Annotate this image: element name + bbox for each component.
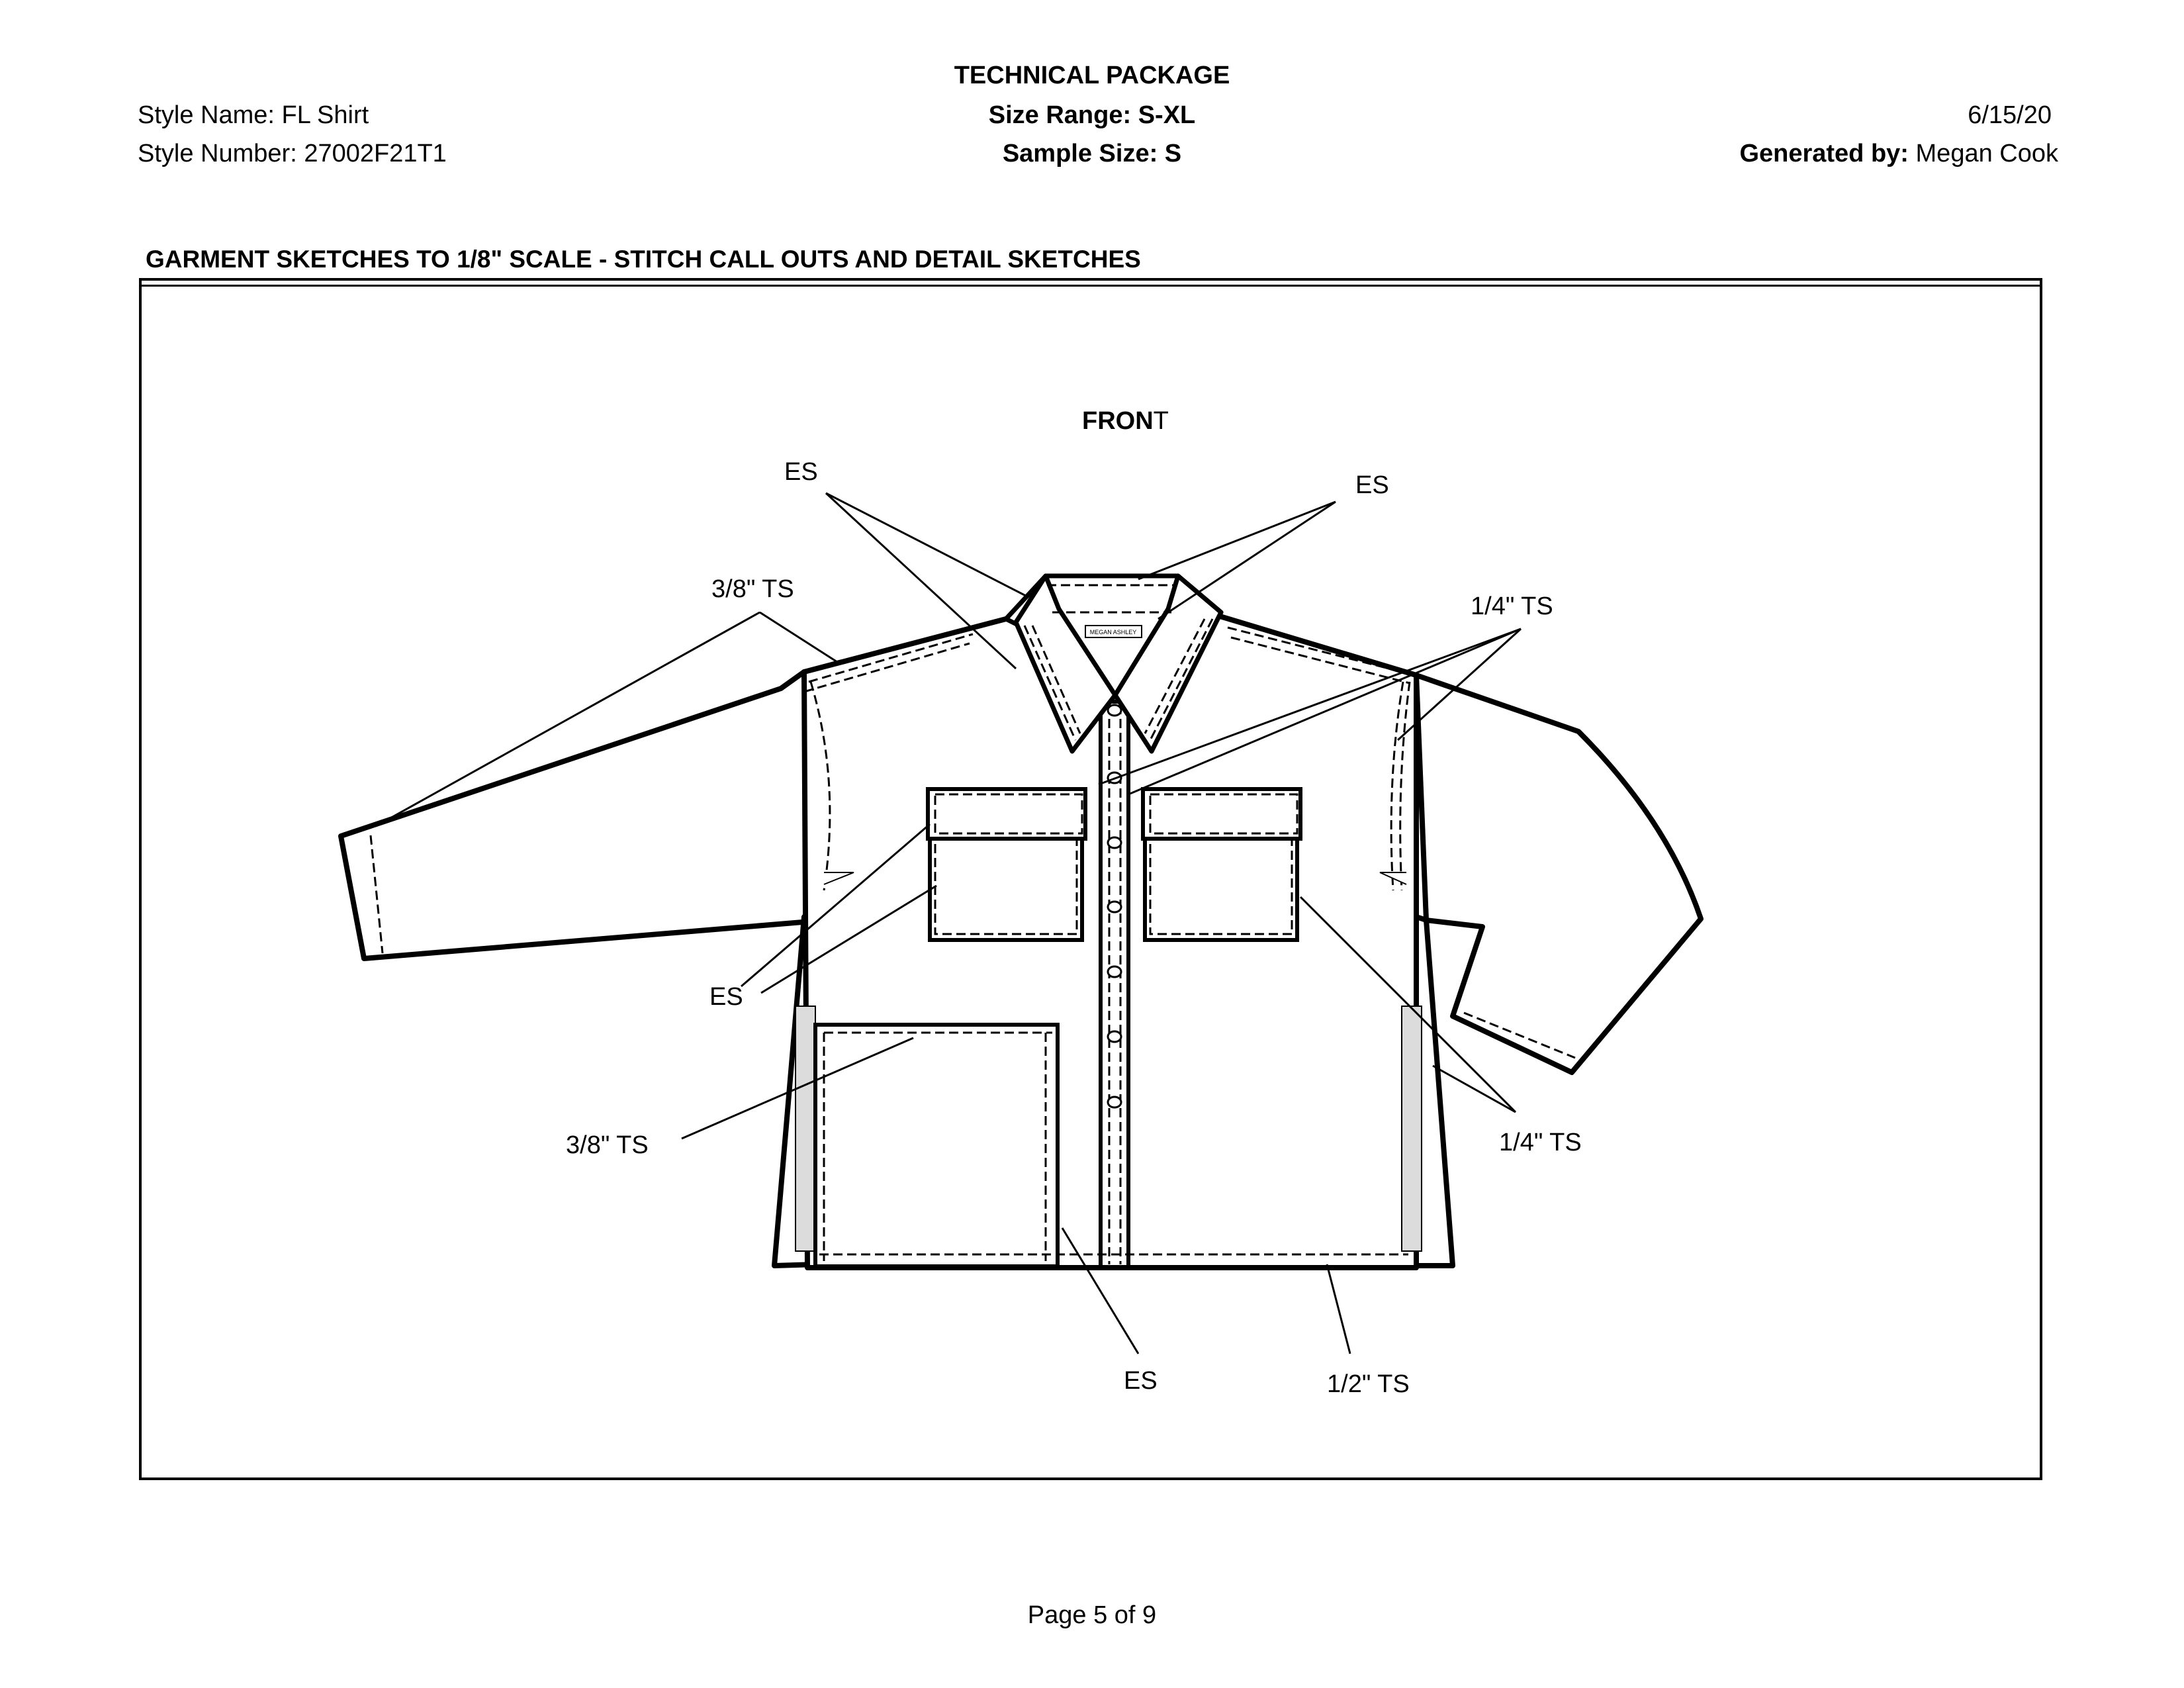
callout-14-ts-upper: 1/4" TS xyxy=(1471,592,1553,620)
callout-38-ts-pocket: 3/8" TS xyxy=(566,1131,649,1159)
sample-size: Sample Size: S xyxy=(1002,140,1182,167)
callout-14-ts-lower: 1/4" TS xyxy=(1499,1129,1582,1156)
view-label xyxy=(1082,407,1169,435)
left-chest-pocket xyxy=(930,831,1082,940)
neck-label-text: MEGAN ASHLEY xyxy=(1089,629,1137,635)
right-side-vent-shading xyxy=(1402,1006,1422,1251)
generated-by-value: Megan Cook xyxy=(1915,140,2058,167)
callout-es-bottom: ES xyxy=(1124,1367,1158,1395)
left-chest-pocket-flap xyxy=(928,789,1085,839)
generated-by-label: Generated by: xyxy=(1739,140,1909,167)
callout-38-ts-shoulder: 3/8" TS xyxy=(711,575,794,603)
callout-12-ts-hem: 1/2" TS xyxy=(1327,1370,1410,1398)
style-name-value: FL Shirt xyxy=(281,101,369,129)
right-chest-pocket-flap xyxy=(1143,789,1300,839)
left-side-vent-shading xyxy=(796,1006,815,1251)
view-label-rest: T xyxy=(1153,407,1169,435)
style-number-label: Style Number: xyxy=(138,140,297,167)
right-chest-pocket xyxy=(1145,831,1297,940)
view-label-bold: FRON xyxy=(1082,407,1154,435)
page-number: Page 5 of 9 xyxy=(1027,1601,1157,1629)
document-date: 6/15/20 xyxy=(1968,101,2052,129)
document-title: TECHNICAL PACKAGE xyxy=(954,62,1230,89)
section-title: GARMENT SKETCHES TO 1/8" SCALE - STITCH CALL OUTS AND DETAIL SKETCHES xyxy=(146,246,1141,273)
callout-es-top-left: ES xyxy=(784,458,818,486)
style-number-value: 27002F21T1 xyxy=(304,140,447,167)
callout-es-mid-left: ES xyxy=(709,983,743,1011)
style-name-label: Style Name: xyxy=(138,101,275,129)
size-range: Size Range: S-XL xyxy=(988,101,1196,129)
right-sleeve xyxy=(1416,675,1701,1072)
callout-es-top-right: ES xyxy=(1355,471,1389,499)
